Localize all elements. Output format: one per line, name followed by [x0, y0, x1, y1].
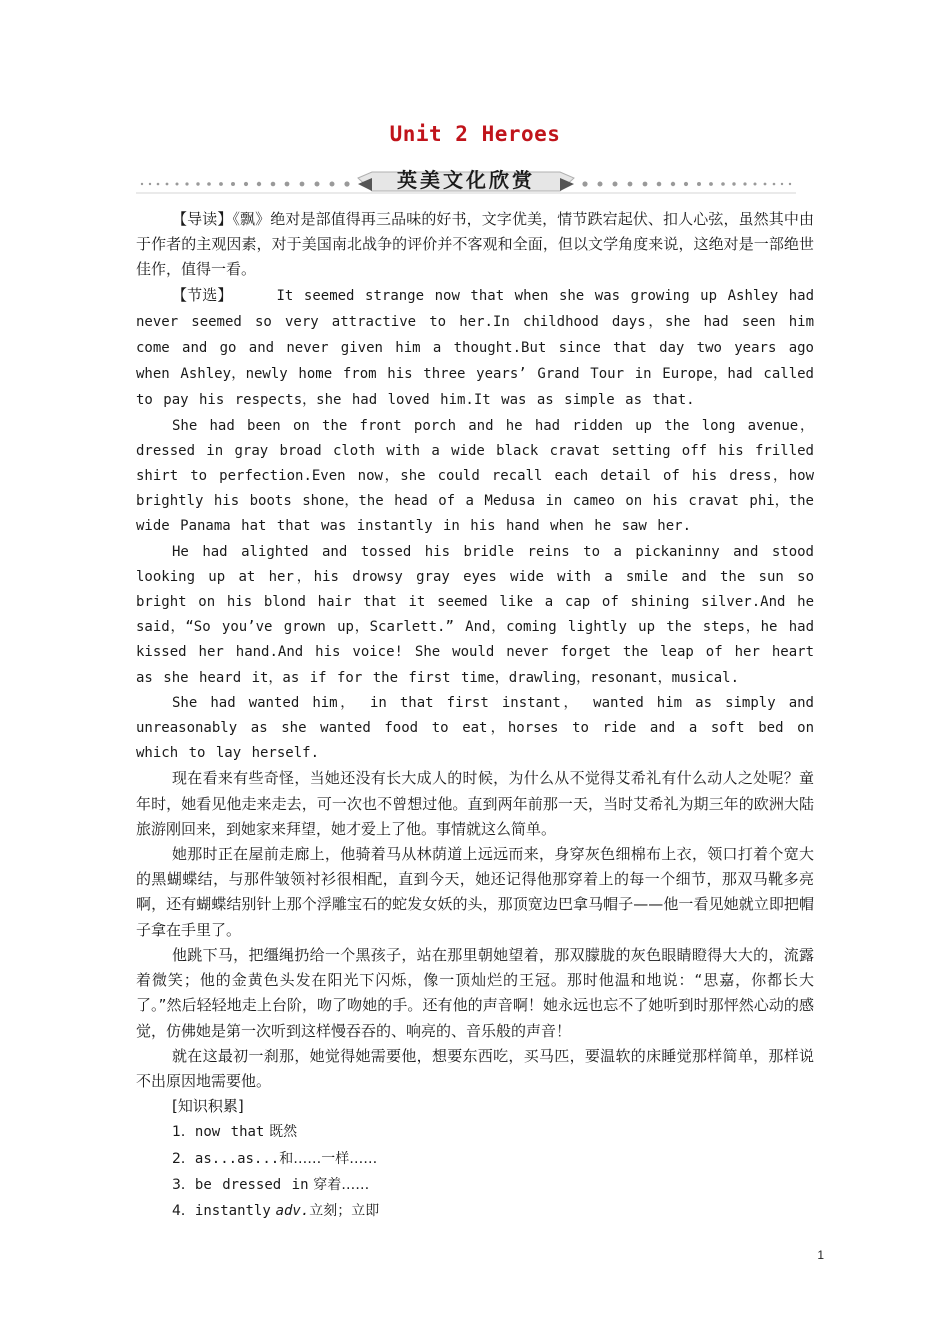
- excerpt-paragraph: He had alighted and tossed his bridle reins to a pickaninny and stood looking up at her，his drowsy gray eyes wide with a smile and the sun so bright on his blond hair that it seemed like a cap of shining silver.And he said，“So you’ve grown up，Scarlett.” And，coming lightly up the steps，he had kissed her hand.And his voice! She would never forget the leap of her heart as she heard it，as if for the first time，drawling，resonant，musical.: [136, 543, 814, 686]
- item-phrase: as...as...: [194, 1150, 280, 1167]
- item-meaning: 穿着……: [313, 1176, 370, 1193]
- knowledge-item: [136, 1146, 814, 1172]
- excerpt-paragraph: She had wanted him， in that first instant， wanted him as simply and unreasonably as she wanted food to eat，horses to ride and a soft bed on which to lay herself.: [136, 694, 814, 762]
- unit-title: Unit 2 Heroes: [389, 122, 561, 146]
- item-phrase: now that: [194, 1124, 265, 1141]
- translation-paragraph: 她那时正在屋前走廊上，他骑着马从林荫道上远远而来，身穿灰色细棉布上衣，领口打着个宽大的黑蝴蝶结，与那件皱领衬衫很相配，直到今天，她还记得他那穿着上的每一个细节，那双马靴多亮啊，还有蝴蝶结别针上那个浮雕宝石的蛇发女妖的头，那顶宽边巴拿马帽子——他一看见她就立即把帽子拿在手里了。: [136, 845, 814, 939]
- item-number: 2．: [172, 1150, 195, 1167]
- item-number: 1．: [172, 1124, 195, 1141]
- intro-paragraph: [136, 207, 814, 283]
- banner-label: 英美文化欣赏: [397, 168, 535, 192]
- item-part-of-speech: adv.: [275, 1202, 310, 1219]
- intro-text: 《飘》绝对是部值得再三品味的好书，文字优美，情节跌宕起伏、扣人心弦，虽然其中由于作者的主观因素，对于美国南北战争的评价并不客观和全面，但以文学角度来说，这绝对是一部绝世佳作，值得一看。: [136, 210, 814, 279]
- excerpt-paragraph: She had been on the front porch and he had ridden up the long avenue，dressed in gray broad cloth with a wide black cravat setting off his frilled shirt to perfection.Even now，she could recall each detail of his dress，how brightly his boots shone，the head of a Medusa in cameo on his cravat phi，the wide Panama hat that was instantly in his hand when he saw her.: [136, 417, 814, 535]
- item-phrase: instantly: [194, 1202, 271, 1219]
- excerpt-tag: 【节选】: [172, 285, 233, 304]
- knowledge-item: [136, 1198, 814, 1224]
- translation-paragraph: 就在这最初一刹那，她觉得她需要他，想要东西吃，买马匹，要温软的床睡觉那样简单，那样说不出原因地需要他。: [136, 1046, 814, 1090]
- item-number: 4．: [172, 1202, 195, 1219]
- excerpt-text: It seemed strange now that when she was growing up Ashley had never seemed so very attractive to her.In childhood days，she had seen him come and go and never given him a thought.But since that day two years ago when Ashley，newly home from his three years’ Grand Tour in Europe，had called to pay his respects，she had loved him.It was as simple as that.: [136, 287, 814, 409]
- item-meaning: 和……一样……: [279, 1150, 378, 1167]
- item-meaning: 立刻；立即: [309, 1202, 380, 1219]
- knowledge-item: [136, 1172, 814, 1198]
- item-phrase: be dressed in: [194, 1176, 309, 1193]
- item-number: 3．: [172, 1176, 195, 1193]
- item-meaning: 既然: [269, 1124, 298, 1141]
- section-banner: [136, 162, 796, 196]
- excerpt-paragraph: [136, 283, 814, 414]
- page-number: 1: [817, 1248, 824, 1262]
- knowledge-heading: [知识积累]: [172, 1097, 244, 1116]
- article-body: [136, 207, 814, 1224]
- intro-tag: 【导读】: [172, 210, 233, 228]
- translation-paragraph: 他跳下马，把缰绳扔给一个黑孩子，站在那里朝她望着，那双朦胧的灰色眼睛瞪得大大的，流露着微笑；他的金黄色头发在阳光下闪烁，像一顶灿烂的王冠。那时他温和地说：“思嘉，你都长大了。”然后轻轻地走上台阶，吻了吻她的手。还有他的声音啊！她永远也忘不了她听到时那怦然心动的感觉，仿佛她是第一次听到这样慢吞吞的、响亮的、音乐般的声音！: [136, 945, 814, 1040]
- translation-paragraph: 现在看来有些奇怪，当她还没有长大成人的时候，为什么从不觉得艾希礼有什么动人之处呢？童年时，她看见他走来走去，可一次也不曾想过他。直到两年前那一天，当时艾希礼为期三年的欧洲大陆旅游刚回来，到她家来拜望，她才爱上了他。事情就这么简单。: [136, 769, 814, 838]
- knowledge-item: [136, 1119, 814, 1145]
